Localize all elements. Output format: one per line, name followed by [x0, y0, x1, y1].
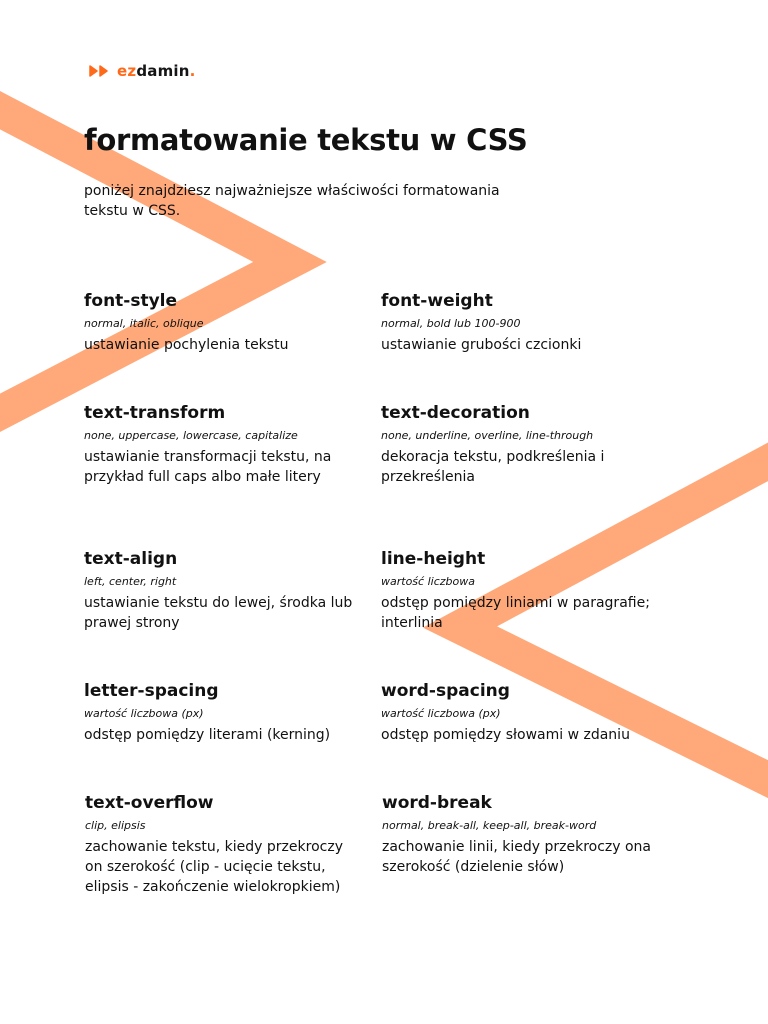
property-name: text-transform: [84, 403, 226, 423]
property-font-style: [84, 290, 374, 355]
logo[interactable]: [89, 62, 196, 80]
property-values: wartość liczbowa: [381, 575, 475, 588]
property-name: text-overflow: [85, 793, 214, 813]
property-values: normal, italic, oblique: [84, 317, 204, 330]
logo-prefix: ez: [117, 62, 137, 80]
property-name: line-height: [381, 549, 486, 569]
property-description: odstęp pomiędzy literami (kerning): [84, 727, 331, 743]
property-line-height: [381, 548, 671, 633]
property-name: text-decoration: [381, 403, 530, 423]
property-text-align: [84, 548, 374, 633]
property-text-overflow: [85, 792, 360, 897]
property-values: wartość liczbowa (px): [84, 707, 204, 720]
property-description: ustawianie pochylenia tekstu: [84, 337, 289, 353]
property-values: wartość liczbowa (px): [381, 707, 501, 720]
double-arrow-logo-icon: [89, 65, 111, 77]
intro-text: poniżej znajdziesz najważniejsze właściwości formatowania tekstu w CSS.: [84, 183, 500, 219]
property-description: zachowanie tekstu, kiedy przekroczy on szerokość (clip - ucięcie tekstu, elipsis - zakończenie wielokropkiem): [85, 839, 343, 895]
page-title: formatowanie tekstu w CSS: [84, 123, 528, 157]
property-description: ustawianie tekstu do lewej, środka lub prawej strony: [84, 595, 353, 631]
property-name: font-weight: [381, 291, 493, 311]
logo-dot: .: [189, 62, 196, 80]
property-values: none, underline, overline, line-through: [381, 429, 594, 442]
property-word-spacing: [381, 680, 671, 745]
property-name: text-align: [84, 549, 178, 569]
property-description: dekoracja tekstu, podkreślenia i przekreślenia: [381, 449, 605, 485]
property-font-weight: [381, 290, 671, 355]
property-description: ustawianie grubości czcionki: [381, 337, 582, 353]
property-letter-spacing: [84, 680, 374, 745]
property-name: word-spacing: [381, 681, 510, 701]
property-values: none, uppercase, lowercase, capitalize: [84, 429, 298, 442]
property-text-transform: [84, 402, 374, 487]
property-values: clip, elipsis: [85, 819, 146, 832]
property-values: normal, break-all, keep-all, break-word: [382, 819, 597, 832]
logo-wordmark: [117, 62, 196, 80]
property-description: odstęp pomiędzy liniami w paragrafie; interlinia: [381, 595, 650, 631]
property-description: ustawianie transformacji tekstu, na przykład full caps albo małe litery: [84, 449, 332, 485]
property-values: left, center, right: [84, 575, 177, 588]
logo-rest: damin: [136, 62, 190, 80]
property-values: normal, bold lub 100-900: [381, 317, 521, 330]
property-text-decoration: [381, 402, 671, 487]
property-name: word-break: [382, 793, 492, 813]
property-name: letter-spacing: [84, 681, 219, 701]
property-description: zachowanie linii, kiedy przekroczy ona szerokość (dzielenie słów): [382, 839, 652, 875]
property-word-break: [382, 792, 672, 877]
property-name: font-style: [84, 291, 178, 311]
property-description: odstęp pomiędzy słowami w zdaniu: [381, 727, 630, 743]
